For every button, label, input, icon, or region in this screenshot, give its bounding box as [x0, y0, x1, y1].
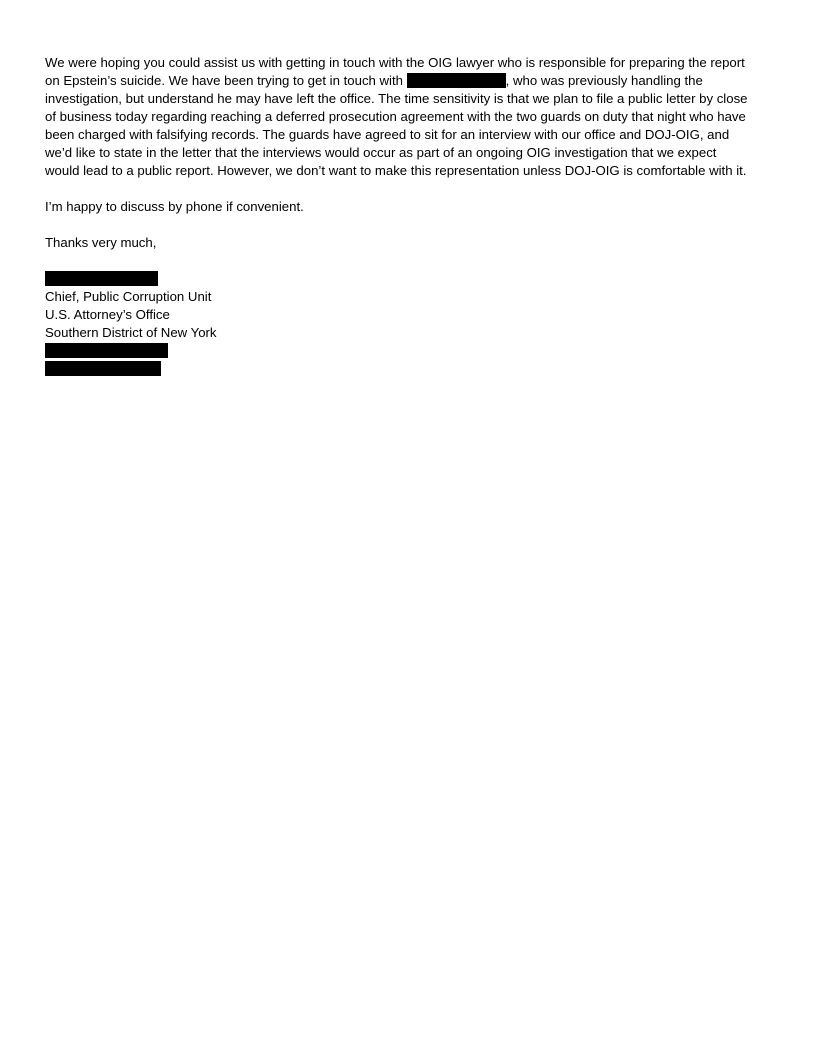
- signature-district: Southern District of New York: [45, 325, 217, 340]
- paragraph-spacer: [45, 216, 777, 234]
- paragraph-line: I’m happy to discuss by phone if convenient.: [45, 199, 304, 214]
- signature-title: Chief, Public Corruption Unit: [45, 289, 212, 304]
- signature-contact-line: [45, 342, 777, 360]
- paragraph-line: of business today regarding reaching a deferred prosecution agreement with the two guards on duty that night who have: [45, 109, 746, 124]
- paragraph-line: we’d like to state in the letter that the interviews would occur as part of an ongoing OIG investigation that we expect: [45, 145, 717, 160]
- redacted-name-block: [407, 73, 506, 88]
- redacted-signature-contact: [45, 343, 168, 358]
- closing-text: Thanks very much,: [45, 235, 157, 250]
- phone-offer-paragraph: [45, 198, 777, 216]
- message-paragraph: [45, 54, 777, 180]
- redacted-signature-name: [45, 271, 158, 286]
- redacted-signature-contact: [45, 361, 161, 376]
- email-body: [45, 54, 777, 378]
- paragraph-line: We were hoping you could assist us with getting in touch with the OIG lawyer who is responsible for preparing the report: [45, 55, 745, 70]
- signature-contact-line: [45, 360, 777, 378]
- paragraph-line: would lead to a public report. However, we don’t want to make this representation unless DOJ-OIG is comfortable with it.: [45, 163, 747, 178]
- paragraph-line: been charged with falsifying records. The guards have agreed to sit for an interview with our office and DOJ-OIG, and: [45, 127, 730, 142]
- paragraph-text: , who was previously handling the: [505, 73, 703, 88]
- closing-line: [45, 234, 777, 252]
- paragraph-line: investigation, but understand he may have left the office. The time sensitivity is that we plan to file a public letter by close: [45, 91, 748, 106]
- paragraph-line: [45, 72, 777, 90]
- paragraph-text: on Epstein’s suicide. We have been trying to get in touch with: [45, 73, 407, 88]
- signature-office: U.S. Attorney’s Office: [45, 307, 170, 322]
- signature-block: [45, 270, 777, 378]
- paragraph-spacer: [45, 180, 777, 198]
- signature-name-line: [45, 270, 777, 288]
- paragraph-spacer: [45, 252, 777, 270]
